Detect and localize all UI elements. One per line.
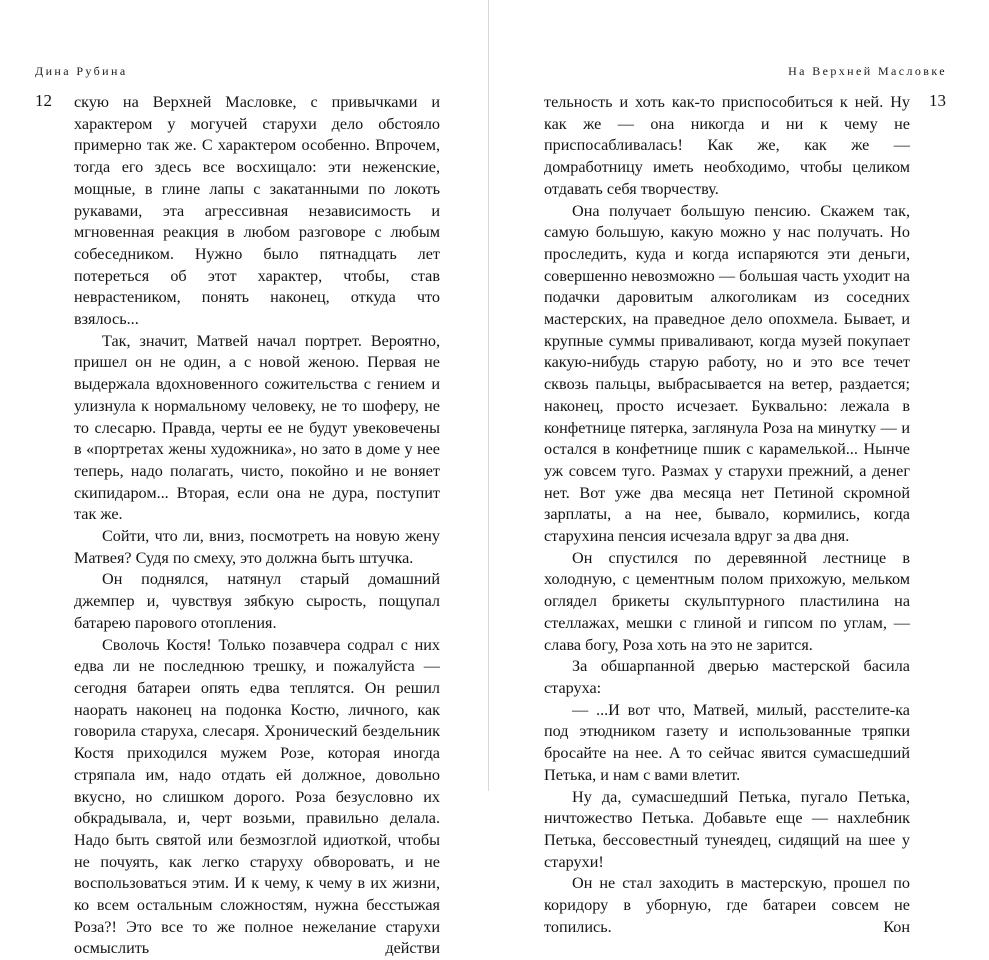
paragraph: Сволочь Костя! Только позавчера содрал с них едва ли не последнюю трешку, и пожалуйста — сегодня батареи опять едва теплятся. Он решил наорать наконец на подонка Костю, личного, как говорила старуха, слесаря. Хронический бездельник Костя приходился мужем Розе, которая иногда стряпала им, надо отдать ей должное, довольно вкусно, но слишком дорого. Роза безусловно их обкрадывала, и, черт возьми, правильно делала. Надо быть святой или безмозглой идиоткой, чтобы не почуять, как легко старуху обворовать, и не воспользоваться этим. И к чему, к чему в их жизни, ко всем остальным сложностям, нужна бесстыжая Роза?! Это все то же полное нежелание старухи осмыслить действи — [74, 635, 440, 958]
paragraph: Сойти, что ли, вниз, посмотреть на новую жену Матвея? Судя по смеху, это должна быть штучка. — [74, 527, 440, 567]
paragraph: Она получает большую пенсию. Скажем так, самую большую, какую можно у нас получать. Но проследить, куда и когда испаряются эти деньги, совершенно невозможно — большая часть уходит на подачки даровитым алкоголикам из соседних мастерских, на праведное дело опохмела. Бывает, и крупные суммы приваливают, когда музей покупает какую-нибудь старую работу, но и это все течет сквозь пальцы, выбрасывается на ветер, раздается; наконец, просто исчезает. Буквально: лежала в конфетнице пятерка, заглянула Роза на минутку — и остался в конфетнице пшик с карамелькой... Нынче уж совсем туго. Размах у старухи прежний, а денег нет. Вот уже два месяца нет Петиной скромной зарплаты, а на нее, бывало, кормились, когда старухина пенсия исчезала вдруг за два дня. — [544, 201, 910, 546]
right-page-text — [544, 92, 910, 938]
left-page — [0, 0, 488, 958]
running-head-title: На Верхней Масловке — [788, 64, 947, 78]
page-number: 13 — [929, 91, 946, 110]
left-page-text — [74, 92, 440, 960]
paragraph: Он спустился по деревянной лестнице в холодную, с цементным полом прихожую, мельком оглядел брикеты скульптурного пластилина на стеллажах, мешки с глиной и гипсом по углам, — слава богу, Роза хоть на это не зарится. — [544, 548, 910, 654]
paragraph: Так, значит, Матвей начал портрет. Вероятно, пришел он не один, а с новой женою. Первая не выдержала вдохновенного сожительства с гением и улизнула к нормальному человеку, не то шоферу, не то слесарю. Правда, черты ее не будут увековечены в «портретах жены художника», но зато в доме у нее теперь, надо полагать, чисто, покойно и не воняет скипидаром... Вторая, если она не дура, поступит так же. — [74, 331, 440, 524]
paragraph: Он не стал заходить в мастерскую, прошел по коридору в уборную, где батареи совсем не топились. Кон — [544, 874, 910, 936]
right-page — [489, 0, 989, 936]
page-number: 12 — [35, 91, 52, 110]
paragraph: Он поднялся, натянул старый домашний джемпер и, чувствуя зябкую сырость, пощупал батарею парового отопления. — [74, 570, 440, 632]
paragraph: За обшарпанной дверью мастерской басила старуха: — [544, 657, 910, 697]
paragraph: — ...И вот что, Матвей, милый, расстелите-ка под этюдником газету и использованные тряпки бросайте на нее. А то сейчас явится сумасшедший Петька, и нам с вами влетит. — [544, 700, 910, 784]
paragraph: скую на Верхней Масловке, с привычками и характером у могучей старухи дело обстояло примерно так же. С характером особенно. Впрочем, тогда его здесь все восхищало: эти неженские, мощные, в глине лапы с закатанными по локоть рукавами, эта агрессивная независимость и мгновенная реакция в любом разговоре с любым собеседником. Нужно было пятнадцать лет потереться об этот характер, чтобы, став неврастеником, понять наконец, откуда что взялось... — [74, 93, 440, 329]
paragraph: тельность и хоть как-то приспособиться к ней. Ну как же — она никогда и ни к чему не приспосабливалась! Как же, как же — домработницу иметь необходимо, чтобы целиком отдавать себя творчеству. — [544, 93, 910, 198]
paragraph: Ну да, сумасшедший Петька, пугало Петька, ничтожество Петька. Добавьте еще — нахлебник Петька, бессовестный тунеядец, сидящий на шее у старухи! — [544, 787, 910, 871]
running-head-author: Дина Рубина — [35, 64, 128, 78]
